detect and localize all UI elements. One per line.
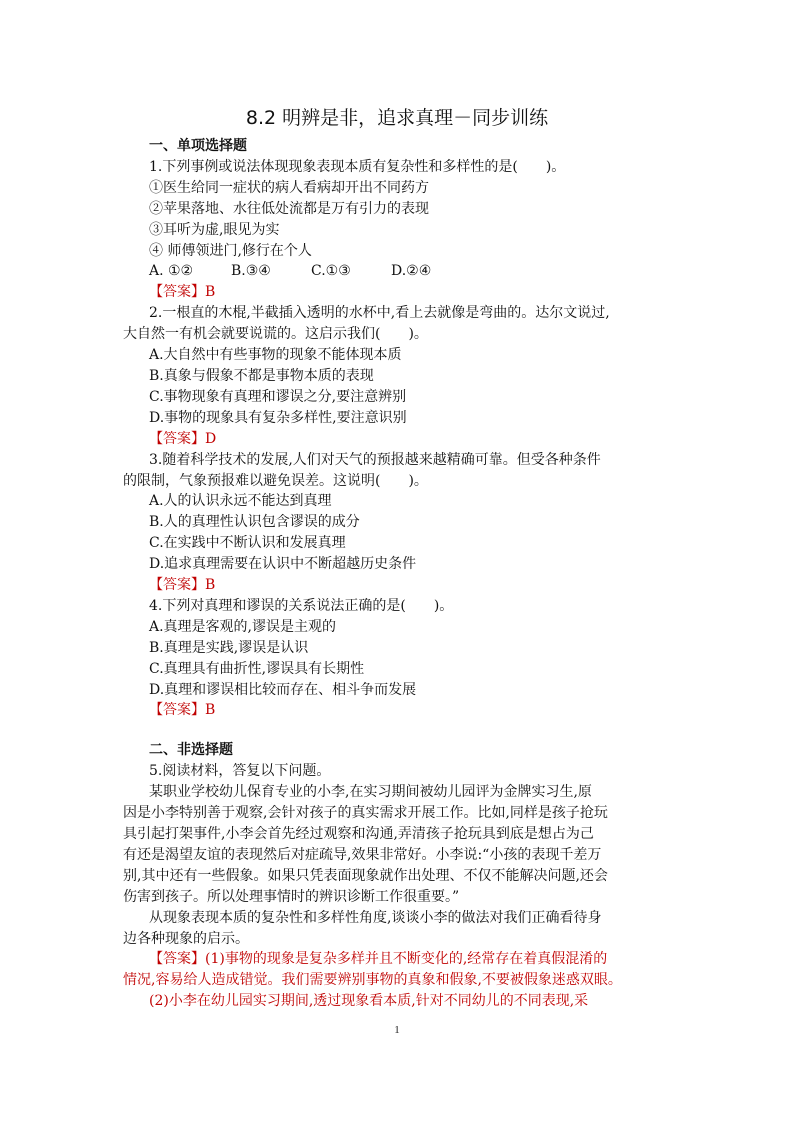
q1-stem: 1.下列事例或说法体现现象表现本质有复杂性和多样性的是( )。 bbox=[149, 158, 566, 175]
q2-stem-line1: 2.一根直的木棍,半截插入透明的水杯中,看上去就像是弯曲的。达尔文说过, bbox=[149, 305, 610, 322]
q4-option-d: D.真理和谬误相比较而存在、相斗争而发展 bbox=[149, 681, 417, 698]
q1-item: ③耳听为虚,眼见为实 bbox=[149, 221, 280, 238]
q2-option-a: A.大自然中有些事物的现象不能体现本质 bbox=[149, 347, 402, 364]
q3-answer: 【答案】B bbox=[149, 577, 216, 594]
q5-answer-label: 【答案】 bbox=[149, 951, 205, 968]
page-title: 8.2 明辨是非，追求真理－同步训练 bbox=[245, 107, 549, 129]
q5-question-line: 从现象表现本质的复杂性和多样性角度,谈谈小李的做法对我们正确看待身 bbox=[149, 909, 602, 926]
q4-answer: 【答案】B bbox=[149, 702, 216, 719]
q4-option-a: A.真理是客观的,谬误是主观的 bbox=[149, 618, 337, 635]
section-heading-2: 二、非选择题 bbox=[149, 742, 233, 759]
q4-stem: 4.下列对真理和谬误的关系说法正确的是( )。 bbox=[149, 597, 454, 614]
q3-stem-line2: 的限制，气象预报难以避免误差。这说明( )。 bbox=[123, 472, 428, 489]
q1-item: ①医生给同一症状的病人看病却开出不同药方 bbox=[149, 179, 429, 196]
q1-answer: 【答案】B bbox=[149, 284, 216, 301]
q1-item: ②苹果落地、水往低处流都是万有引力的表现 bbox=[149, 200, 429, 217]
spacer bbox=[123, 721, 683, 740]
q1-option-b: B.③④ bbox=[231, 263, 271, 280]
q3-option-d: D.追求真理需要在认识中不断超越历史条件 bbox=[149, 556, 417, 573]
q5-answer-line3: (2)小李在幼儿园实习期间,透过现象看本质,针对不同幼儿的不同表现,采 bbox=[149, 993, 589, 1010]
q2-answer: 【答案】D bbox=[149, 430, 217, 447]
section-heading-1: 一、单项选择题 bbox=[149, 138, 247, 154]
q3-option-c: C.在实践中不断认识和发展真理 bbox=[149, 535, 346, 552]
q5-material-line: 别,其中还有一些假象。如果只凭表面现象就作出处理、不仅不能解决问题,还会 bbox=[123, 867, 608, 884]
q5-material-line: 具引起打架事件,小李会首先经过观察和沟通,弄清孩子抢玩具到底是想占为己 bbox=[123, 826, 594, 842]
q5-answer-line1 bbox=[123, 949, 683, 970]
q3-option-b: B.人的真理性认识包含谬误的成分 bbox=[149, 514, 360, 531]
q2-option-b: B.真象与假象不都是事物本质的表现 bbox=[149, 367, 374, 384]
q5-question-line: 边各种现象的启示。 bbox=[123, 930, 249, 947]
q3-option-a: A.人的认识永远不能达到真理 bbox=[149, 493, 332, 510]
q5-material-line: 有还是渴望友谊的表现然后对症疏导,效果非常好。小李说:“小孩的表现千差万 bbox=[123, 846, 602, 863]
q2-option-d: D.事物的现象具有复杂多样性,要注意识别 bbox=[149, 409, 407, 426]
q5-material-line: 因是小李特别善于观察,会针对孩子的真实需求开展工作。比如,同样是孩子抢玩 bbox=[123, 805, 608, 822]
q4-option-b: B.真理是实践,谬误是认识 bbox=[149, 639, 309, 656]
q1-option-a: A. ①② bbox=[149, 263, 194, 280]
content bbox=[123, 136, 683, 1012]
q5-stem: 5.阅读材料，答复以下问题。 bbox=[149, 763, 331, 780]
page-number: 1 bbox=[394, 1024, 400, 1036]
q3-stem-line1: 3.随着科学技术的发展,人们对天气的预报越来越精确可靠。但受各种条件 bbox=[149, 451, 601, 468]
q1-item: ④ 师傅领进门,修行在个人 bbox=[149, 242, 312, 259]
q5-answer-text: (1)事物的现象是复杂多样并且不断变化的,经常存在着真假混淆的 bbox=[205, 951, 608, 968]
q1-option-d: D.②④ bbox=[391, 263, 432, 280]
q5-answer-line2: 情况,容易给人造成错觉。我们需要辨别事物的真象和假象,不要被假象迷惑双眼。 bbox=[123, 972, 622, 989]
q2-stem-line2: 大自然一有机会就要说谎的。这启示我们( )。 bbox=[123, 326, 428, 343]
q5-material-line: 伤害到孩子。所以处理事情时的辨识诊断工作很重要。” bbox=[123, 888, 460, 905]
q2-option-c: C.事物现象有真理和谬误之分,要注意辨别 bbox=[149, 388, 407, 405]
q5-material-line: 某职业学校幼儿保育专业的小李,在实习期间被幼儿园评为金牌实习生,原 bbox=[149, 784, 592, 801]
q1-options bbox=[123, 261, 683, 282]
q1-option-c: C.①③ bbox=[311, 263, 351, 280]
q4-option-c: C.真理具有曲折性,谬误具有长期性 bbox=[149, 660, 365, 677]
